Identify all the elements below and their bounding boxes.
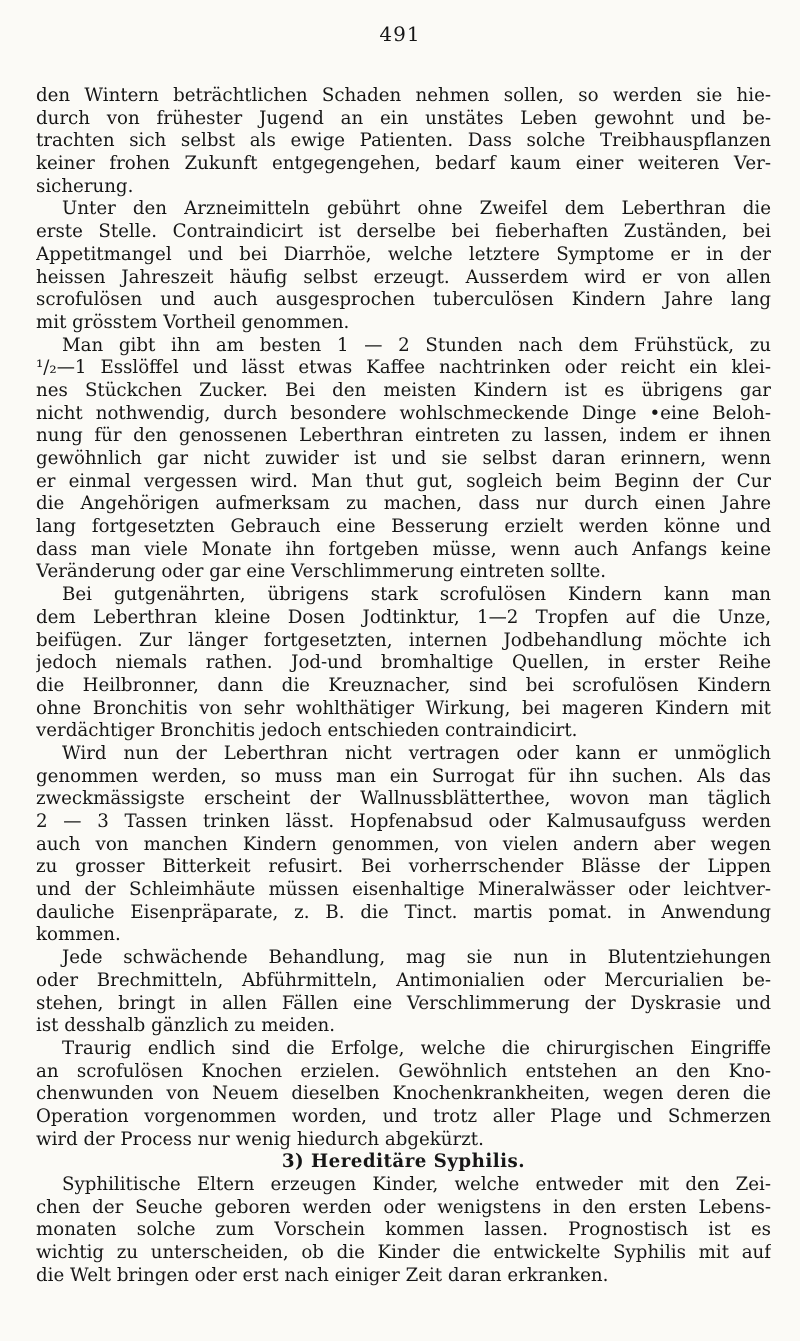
text-line: ohne Bronchitis von sehr wohlthätiger Wirkung, bei mageren Kindern mit — [36, 697, 771, 719]
text-line: scrofulösen und auch ausgesprochen tuberculösen Kindern Jahre lang — [36, 289, 771, 311]
text-line: an scrofulösen Knochen erzielen. Gewöhnlich entstehen an den Kno- — [36, 1060, 771, 1082]
text-line: dauliche Eisenpräparate, z. B. die Tinct. martis pomat. in Anwendung — [36, 901, 771, 923]
text-line: wichtig zu unterscheiden, ob die Kinder die entwickelte Syphilis mit auf — [36, 1242, 771, 1264]
text-line: die Angehörigen aufmerksam zu machen, dass nur durch einen Jahre — [36, 493, 771, 515]
text-line: ¹/₂—1 Esslöffel und lässt etwas Kaffee nachtrinken oder reicht ein klei- — [36, 357, 771, 379]
text-line: mit grösstem Vortheil genommen. — [36, 311, 350, 333]
text-line: dem Leberthran kleine Dosen Jodtinktur, 1—2 Tropfen auf die Unze, — [36, 606, 771, 628]
text-line: zu grosser Bitterkeit refusirt. Bei vorherrschender Blässe der Lippen — [36, 856, 771, 878]
text-line: Jede schwächende Behandlung, mag sie nun in Blutentziehungen — [62, 947, 771, 969]
text-line: den Wintern beträchtlichen Schaden nehmen sollen, so werden sie hie- — [36, 85, 771, 106]
text-line: wird der Process nur wenig hiedurch abgekürzt. — [36, 1128, 484, 1150]
body-text — [36, 85, 771, 1287]
text-line: Wird nun der Leberthran nicht vertragen oder kann er unmöglich — [62, 742, 771, 764]
text-line: nes Stückchen Zucker. Bei den meisten Kindern ist es übrigens gar — [36, 379, 771, 401]
text-line: trachten sich selbst als ewige Patienten. Dass solche Treibhauspflanzen — [36, 130, 771, 152]
text-line: chenwunden von Neuem dieselben Knochenkrankheiten, wegen deren die — [36, 1083, 771, 1105]
text-line: ist desshalb gänzlich zu meiden. — [36, 1015, 336, 1037]
text-line: zweckmässigste erscheint der Wallnussblätterthee, wovon man täglich — [36, 788, 771, 810]
text-line: Bei gutgenährten, übrigens stark scrofulösen Kindern kann man — [62, 584, 771, 606]
section-heading: 3) Hereditäre Syphilis. — [281, 1151, 526, 1173]
text-line: die Welt bringen oder erst nach einiger Zeit daran erkranken. — [36, 1264, 609, 1286]
page-number: 491 — [379, 22, 421, 46]
text-line: er einmal vergessen wird. Man thut gut, sogleich beim Beginn der Cur — [36, 470, 771, 492]
text-line: stehen, bringt in allen Fällen eine Verschlimmerung der Dyskrasie und — [36, 992, 771, 1014]
text-line: Veränderung oder gar eine Verschlimmerung eintreten sollte. — [36, 561, 607, 583]
text-line: durch von frühester Jugend an ein unstätes Leben gewohnt und be- — [36, 107, 771, 129]
text-line: jedoch niemals rathen. Jod-und bromhaltige Quellen, in erster Reihe — [36, 652, 771, 674]
text-line: dass man viele Monate ihn fortgeben müsse, wenn auch Anfangs keine — [36, 538, 771, 560]
text-line: sicherung. — [36, 175, 134, 197]
text-line: auch von manchen Kindern genommen, von vielen andern aber wegen — [36, 833, 771, 855]
text-line: Man gibt ihn am besten 1 — 2 Stunden nach dem Frühstück, zu — [62, 334, 771, 356]
text-line: oder Brechmitteln, Abführmitteln, Antimonialien oder Mercurialien be- — [36, 969, 771, 991]
text-line: Syphilitische Eltern erzeugen Kinder, welche entweder mit den Zei- — [62, 1174, 771, 1195]
text-line: chen der Seuche geboren werden oder wenigstens in den ersten Lebens- — [36, 1196, 771, 1218]
text-line: die Heilbronner, dann die Kreuznacher, sind bei scrofulösen Kindern — [36, 674, 771, 696]
text-line: kommen. — [36, 924, 121, 946]
text-line: 2 — 3 Tassen trinken lässt. Hopfenabsud oder Kalmusaufguss werden — [36, 811, 771, 832]
text-line: und der Schleimhäute müssen eisenhaltige Mineralwässer oder leichtver- — [36, 879, 771, 901]
text-line: nung für den genossenen Leberthran eintreten zu lassen, indem er ihnen — [36, 425, 771, 447]
text-line: erste Stelle. Contraindicirt ist derselbe bei fieberhaften Zuständen, bei — [36, 221, 771, 243]
text-line: Unter den Arzneimitteln gebührt ohne Zweifel dem Leberthran die — [62, 198, 771, 220]
text-line: nicht nothwendig, durch besondere wohlschmeckende Dinge •eine Beloh- — [36, 402, 771, 424]
text-line: Operation vorgenommen worden, und trotz aller Plage und Schmerzen — [36, 1105, 771, 1127]
text-line: genommen werden, so muss man ein Surrogat für ihn suchen. Als das — [36, 765, 771, 787]
text-line: lang fortgesetzten Gebrauch eine Besserung erzielt werden könne und — [36, 516, 771, 538]
text-line: verdächtiger Bronchitis jedoch entschieden contraindicirt. — [36, 720, 578, 742]
text-line: keiner frohen Zukunft entgegengehen, bedarf kaum einer weiteren Ver- — [36, 153, 771, 175]
text-line: beifügen. Zur länger fortgesetzten, internen Jodbehandlung möchte ich — [36, 629, 771, 651]
text-line: heissen Jahreszeit häufig selbst erzeugt. Ausserdem wird er von allen — [36, 266, 771, 288]
text-line: gewöhnlich gar nicht zuwider ist und sie selbst daran erinnern, wenn — [36, 448, 771, 469]
text-line: Traurig endlich sind die Erfolge, welche die chirurgischen Eingriffe — [62, 1037, 771, 1059]
text-line: monaten solche zum Vorschein kommen lassen. Prognostisch ist es — [36, 1219, 771, 1241]
text-line: Appetitmangel und bei Diarrhöe, welche letztere Symptome er in der — [36, 243, 771, 265]
